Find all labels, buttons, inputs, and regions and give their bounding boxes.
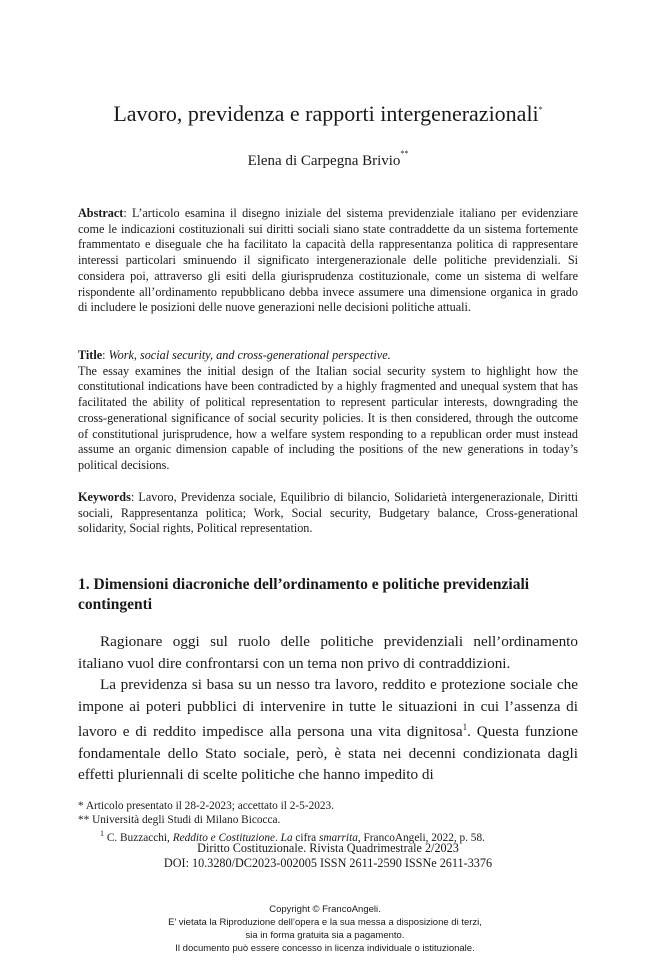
copyright-line-3: sia in forma gratuita sia a pagamento. xyxy=(245,930,405,941)
author-footnote-mark: ** xyxy=(400,149,409,158)
keywords-label: Keywords xyxy=(78,490,131,504)
body-paragraph-1: Ragionare oggi sul ruolo delle politiche previdenziali nell’ordinamento italiano vuol dire confrontarsi con un tema non privo di contraddizioni. xyxy=(78,633,578,672)
copyright-notice xyxy=(0,903,650,955)
english-abstract: Title: Work, social security, and cross-generational perspective. The essay examines the initial design of the Italian social security system to highlight how the constitutional indications have been contradicted by a highly fragmented and unequal system that has facilitated the ability of political representation to represent particular interests, downgrading the cross-generational significance of social security policies. It is then considered, through the outcome of constitutional jurisprudence, how a welfare system responding to a republican order must instead assume an organic dimension capable of including the positions of the new generations in today’s political decisions. xyxy=(78,348,578,472)
keywords-text: : Lavoro, Previdenza sociale, Equilibrio di bilancio, Solidarietà intergenerazionale, Diritti sociali, Rappresentanza politica; Work, Social security, Budgetary balance, Cross-generational solidarity, Social rights, Political representation. xyxy=(78,490,578,536)
article-title: Lavoro, previdenza e rapporti intergenerazionali* xyxy=(113,101,543,126)
footnote-3: $^1$ C. Buzzacchi, Reddito e Costituzione. La cifra smarrita, FrancoAngeli, 2022, p. 58. xyxy=(100,829,485,844)
english-title-label: Title xyxy=(78,348,103,362)
copyright-line-2: E’ vietata la Riproduzione dell’opera e la sua messa a disposizione di terzi, xyxy=(168,917,482,928)
footnote-ref-1: 1 xyxy=(462,722,468,732)
abstract xyxy=(78,206,578,316)
footnote-1: * Articolo presentato il 28-2-2023; accettato il 2-5-2023. xyxy=(78,800,334,812)
keywords xyxy=(78,490,578,537)
footnote-2: ** Università degli Studi di Milano Bicocca. xyxy=(78,814,281,826)
copyright-line-4: Il documento può essere concesso in licenza individuale o istituzionale. xyxy=(175,943,475,954)
abstract-label: Abstract xyxy=(78,206,124,220)
journal-info xyxy=(78,841,578,871)
copyright-line-1: Copyright © FrancoAngeli. xyxy=(269,904,381,915)
footnotes xyxy=(78,799,578,845)
english-abstract-text: The essay examines the initial design of the Italian social security system to highlight how the constitutional indications have been contradicted by a highly fragmented and unequal system that has facilitated the ability of political representation to represent particular interests, downgrading the cross-generational significance of social security policies. It is then considered, through the outcome of constitutional jurisprudence, how a welfare system responding to a republican order must instead assume an organic dimension capable of including the positions of the new generations in today’s political decisions. xyxy=(78,363,578,472)
section-heading: 1. Dimensioni diacroniche dell’ordinamento e politiche previdenziali contingenti xyxy=(78,576,530,613)
journal-doi: DOI: 10.3280/DC2023-002005 ISSN 2611-2590 ISSNe 2611-3376 xyxy=(163,856,493,870)
article-author: Elena di Carpegna Brivio** xyxy=(247,149,409,169)
abstract-text: : L’articolo esamina il disegno iniziale del sistema previdenziale italiano per evidenziare come le indicazioni costituzionali sui diritti sociali siano state contraddette da un sistema fortemente frammentato e diseguale che ha facilitato la capacità della rappresentanza politica di rappresentare interessi particolari sminuendo il significato intergenerazionale delle politiche previdenziali. Si considera poi, attraverso gli esiti della giurisprudenza costituzionale, come un sistema di welfare rispondente all’ordinamento repubblicano debba invece assumere una dimensione organica in grado di includere le posizioni delle nuove generazioni nelle decisioni politiche attuali. xyxy=(78,206,578,315)
journal-name: Diritto Costituzionale. Rivista Quadrimestrale 2/2023 xyxy=(197,841,459,855)
english-title: Work, social security, and cross-generational perspective. xyxy=(108,348,391,362)
body-paragraph-2: La previdenza si basa su un nesso tra lavoro, reddito e protezione sociale che impone ai poteri pubblici di intervenire in tutte le situazioni in cui l’assenza di lavoro e di reddito impedisce alla persona una vita dignitosa$^1$. Questa funzione fondamentale dello Stato sociale, però, è stata nei decenni condizionata dagli effetti pluriennali di scelte politiche che hanno impedito di xyxy=(78,676,578,784)
title-footnote-mark: * xyxy=(538,105,543,114)
body-text xyxy=(78,631,578,786)
